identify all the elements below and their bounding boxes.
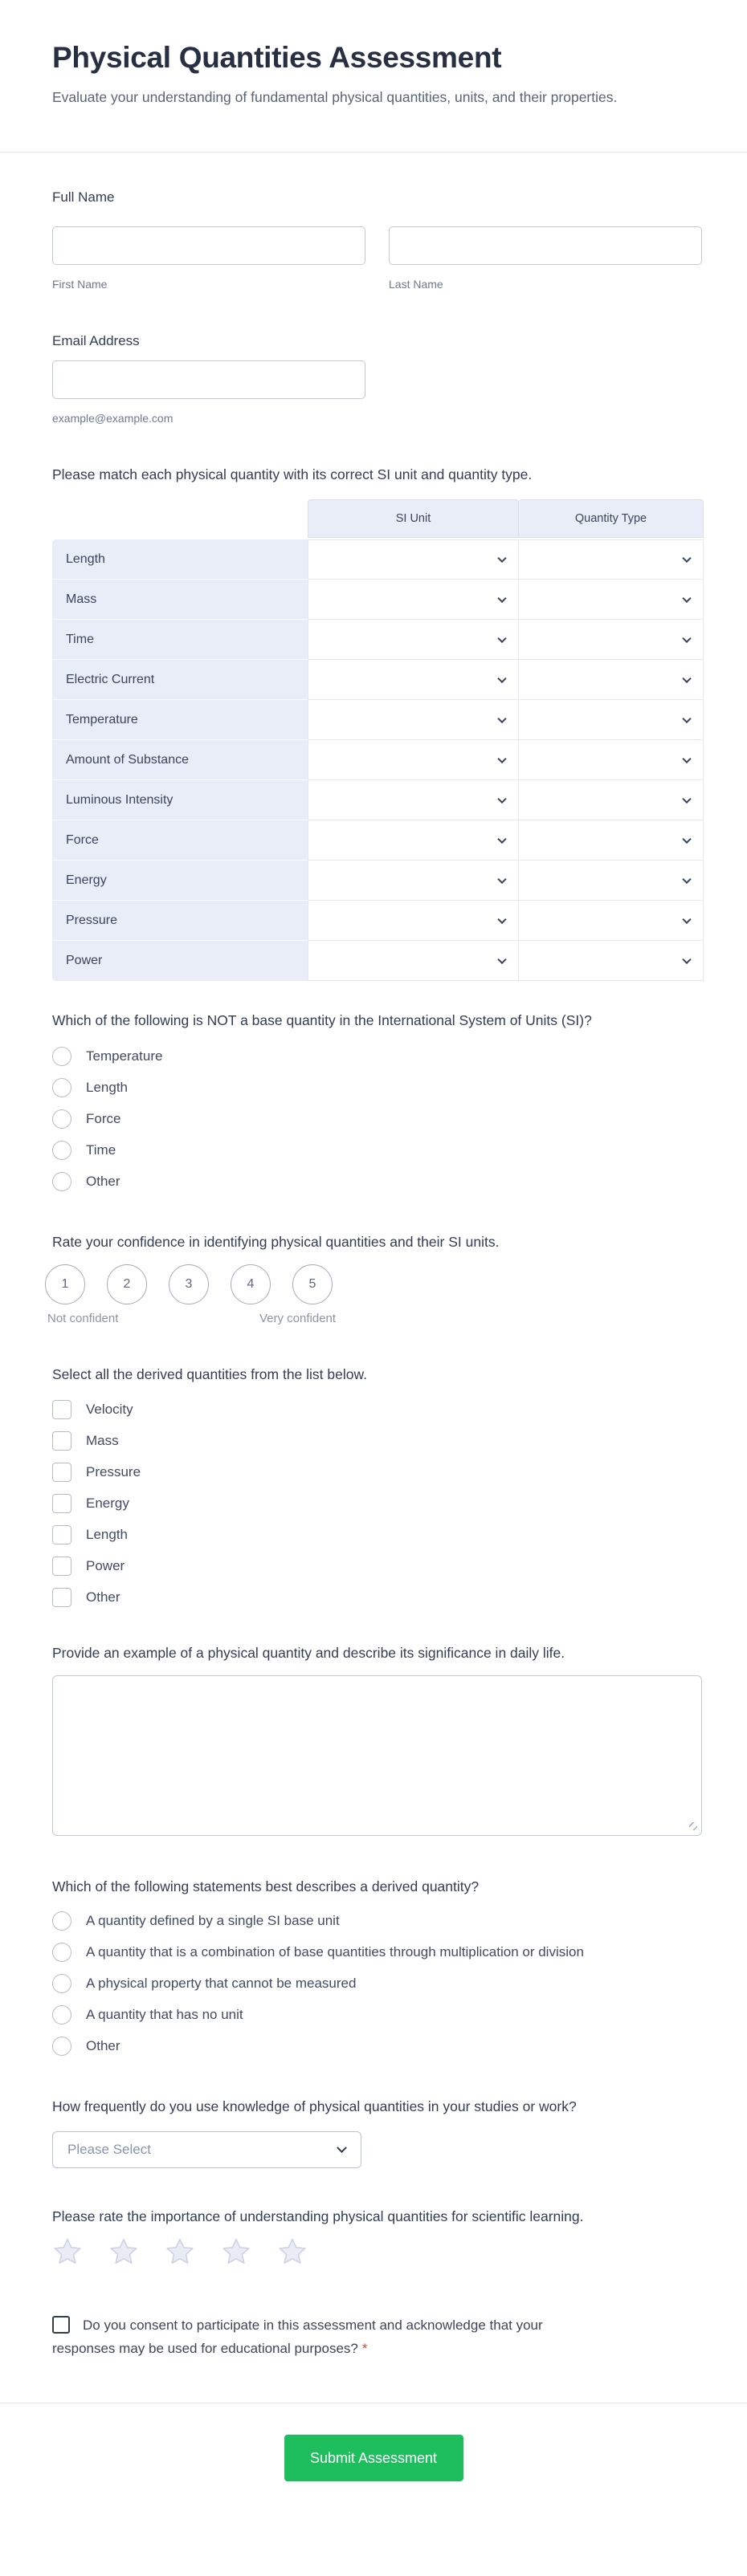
- matrix-select-cell[interactable]: [519, 780, 704, 820]
- radio-option[interactable]: [52, 1109, 702, 1129]
- base-quantity-question-section: [52, 1010, 702, 1191]
- radio-option-label: A physical property that cannot be measured: [86, 1976, 357, 1991]
- matrix-select-cell[interactable]: [519, 740, 704, 780]
- checkbox-option-label: Mass: [86, 1433, 119, 1448]
- matrix-row-label: Length: [52, 539, 308, 580]
- checkbox-option[interactable]: [52, 1431, 702, 1451]
- matrix-column-header: Quantity Type: [519, 499, 704, 538]
- checkbox-option-label: Pressure: [86, 1464, 141, 1479]
- checkbox-icon[interactable]: [52, 1525, 71, 1544]
- chevron-down-icon: [497, 674, 506, 682]
- radio-option-label: Length: [86, 1080, 128, 1095]
- star-icon[interactable]: [52, 2237, 83, 2267]
- star-rating: [52, 2237, 702, 2267]
- radio-icon[interactable]: [52, 1141, 71, 1160]
- chevron-down-icon: [497, 794, 506, 803]
- matrix-select-cell[interactable]: [519, 861, 704, 901]
- matrix-select-cell[interactable]: [308, 620, 519, 660]
- matrix-select-cell[interactable]: [308, 861, 519, 901]
- radio-icon[interactable]: [52, 2037, 71, 2056]
- radio-option-label: A quantity defined by a single SI base unit: [86, 1913, 340, 1928]
- derived-checkboxes-section: [52, 1364, 702, 1607]
- matrix-select-cell[interactable]: [308, 539, 519, 580]
- matrix-corner: [52, 499, 308, 538]
- scale-option-5[interactable]: 5: [292, 1264, 333, 1304]
- scale-max-label: Very confident: [259, 1312, 337, 1325]
- form-body: [47, 188, 702, 2360]
- matrix-row-label: Amount of Substance: [52, 740, 308, 780]
- submit-button[interactable]: Submit Assessment: [284, 2435, 463, 2481]
- page-title: Physical Quantities Assessment: [52, 41, 502, 74]
- email-field-section: [52, 332, 702, 425]
- form-header: [52, 0, 702, 110]
- matrix-row-label: Pressure: [52, 901, 308, 941]
- derived-definition-section: [52, 1876, 702, 2056]
- chevron-down-icon: [497, 834, 506, 843]
- matrix-row-label: Luminous Intensity: [52, 780, 308, 820]
- radio-icon[interactable]: [52, 1911, 71, 1931]
- radio-option-label: Force: [86, 1111, 121, 1126]
- checkbox-option[interactable]: [52, 1494, 702, 1513]
- star-icon[interactable]: [221, 2237, 251, 2267]
- radio-icon[interactable]: [52, 1047, 71, 1066]
- matrix-row-label: Time: [52, 620, 308, 660]
- radio-option[interactable]: [52, 1078, 702, 1097]
- checkbox-icon[interactable]: [52, 1588, 71, 1607]
- chevron-down-icon: [682, 674, 691, 682]
- matrix-row-label: Power: [52, 941, 308, 981]
- chevron-down-icon: [682, 874, 691, 883]
- matrix-select-cell[interactable]: [519, 941, 704, 981]
- email-sublabel: example@example.com: [52, 412, 173, 425]
- matrix-row-label: Electric Current: [52, 660, 308, 700]
- confidence-scale-section: [47, 1231, 702, 1327]
- chevron-down-icon: [682, 834, 691, 843]
- checkbox-icon[interactable]: [52, 1557, 71, 1576]
- matrix-select-cell[interactable]: [519, 620, 704, 660]
- consent-checkbox[interactable]: [52, 2316, 70, 2334]
- checkbox-icon[interactable]: [52, 1431, 71, 1451]
- matrix-select-cell[interactable]: [519, 820, 704, 861]
- chevron-down-icon: [682, 593, 691, 602]
- chevron-down-icon: [682, 633, 691, 642]
- matrix-question: Please match each physical quantity with its correct SI unit and quantity type.: [52, 466, 533, 482]
- example-question: Provide an example of a physical quantity and describe its significance in daily life.: [52, 1645, 565, 1661]
- matrix-select-cell[interactable]: [308, 780, 519, 820]
- matrix-select-cell[interactable]: [519, 580, 704, 620]
- first-name-group: [52, 226, 365, 291]
- checkbox-icon[interactable]: [52, 1494, 71, 1513]
- scale-option-4[interactable]: 4: [231, 1264, 271, 1304]
- radio-option-label: Other: [86, 2038, 120, 2053]
- derived-definition-question: Which of the following statements best describes a derived quantity?: [52, 1878, 480, 1894]
- chevron-down-icon: [337, 2143, 347, 2153]
- resize-handle-icon[interactable]: [689, 1822, 697, 1830]
- radio-icon[interactable]: [52, 1172, 71, 1191]
- submit-row: [0, 2435, 747, 2481]
- checkbox-option[interactable]: [52, 1525, 702, 1544]
- chevron-down-icon: [497, 554, 506, 563]
- matrix-select-cell[interactable]: [308, 901, 519, 941]
- matrix-select-cell[interactable]: [308, 700, 519, 740]
- chevron-down-icon: [497, 754, 506, 763]
- chevron-down-icon: [682, 794, 691, 803]
- matrix-column-header: SI Unit: [308, 499, 519, 538]
- chevron-down-icon: [497, 593, 506, 602]
- checkbox-option-label: Other: [86, 1589, 120, 1605]
- checkbox-option-label: Velocity: [86, 1402, 133, 1417]
- chevron-down-icon: [497, 714, 506, 722]
- last-name-group: [389, 226, 702, 291]
- frequency-question: How frequently do you use knowledge of physical quantities in your studies or work?: [52, 2098, 577, 2114]
- header-divider: [0, 152, 747, 153]
- chevron-down-icon: [682, 954, 691, 963]
- matrix-select-cell[interactable]: [308, 660, 519, 700]
- checkbox-option-label: Energy: [86, 1496, 129, 1511]
- importance-rating-section: [52, 2206, 702, 2267]
- confidence-question: Rate your confidence in identifying physical quantities and their SI units.: [52, 1234, 500, 1250]
- select-placeholder: Please Select: [67, 2142, 151, 2157]
- radio-option-label: Time: [86, 1142, 116, 1158]
- checkbox-icon[interactable]: [52, 1463, 71, 1482]
- radio-option[interactable]: [52, 1047, 702, 1066]
- checkbox-option[interactable]: [52, 1557, 702, 1576]
- last-name-sublabel: Last Name: [389, 278, 443, 291]
- full-name-label: Full Name: [52, 189, 115, 205]
- chevron-down-icon: [682, 714, 691, 722]
- radio-option[interactable]: [52, 1141, 702, 1160]
- matrix-row-label: Mass: [52, 580, 308, 620]
- derived-checkboxes-question: Select all the derived quantities from the list below.: [52, 1366, 368, 1382]
- scale-min-label: Not confident: [47, 1312, 119, 1325]
- matrix-row-label: Force: [52, 820, 308, 861]
- name-inputs-row: [52, 226, 702, 291]
- last-name-input[interactable]: [389, 226, 702, 265]
- form-subtitle: Evaluate your understanding of fundamental physical quantities, units, and their properties.: [52, 89, 618, 105]
- checkbox-option[interactable]: [52, 1400, 702, 1419]
- matrix-question-section: [52, 464, 702, 981]
- full-name-field: [52, 188, 702, 291]
- chevron-down-icon: [497, 633, 506, 642]
- textarea-wrapper: [52, 1675, 702, 1836]
- radio-option[interactable]: [52, 1974, 702, 1993]
- base-quantity-question: Which of the following is NOT a base quantity in the International System of Units (SI)?: [52, 1012, 592, 1028]
- derived-definition-options: [52, 1911, 702, 2056]
- radio-icon[interactable]: [52, 1974, 71, 1993]
- first-name-sublabel: First Name: [52, 278, 108, 291]
- first-name-input[interactable]: [52, 226, 365, 265]
- radio-option-label: A quantity that has no unit: [86, 2007, 243, 2022]
- required-asterisk: *: [361, 2341, 368, 2356]
- example-textarea[interactable]: [52, 1675, 702, 1836]
- matrix-table: [52, 499, 704, 981]
- matrix-row-label: Energy: [52, 861, 308, 901]
- radio-option[interactable]: [52, 1172, 702, 1191]
- radio-icon[interactable]: [52, 1943, 71, 1962]
- radio-icon[interactable]: [52, 1109, 71, 1129]
- email-label: Email Address: [52, 333, 140, 348]
- radio-icon[interactable]: [52, 2005, 71, 2025]
- radio-option[interactable]: [52, 1943, 702, 1962]
- matrix-row-label: Temperature: [52, 700, 308, 740]
- checkbox-option-label: Power: [86, 1558, 125, 1573]
- chevron-down-icon: [682, 554, 691, 563]
- radio-option-label: Temperature: [86, 1048, 163, 1064]
- scale-options: [45, 1264, 702, 1304]
- scale-option-1[interactable]: 1: [45, 1264, 85, 1304]
- star-icon[interactable]: [277, 2237, 308, 2267]
- checkbox-option[interactable]: [52, 1588, 702, 1607]
- consent-section: [52, 2314, 606, 2360]
- frequency-select[interactable]: [52, 2131, 361, 2168]
- matrix-select-cell[interactable]: [308, 580, 519, 620]
- chevron-down-icon: [682, 754, 691, 763]
- derived-checkbox-options: [52, 1400, 702, 1607]
- matrix-select-cell[interactable]: [308, 820, 519, 861]
- chevron-down-icon: [497, 874, 506, 883]
- matrix-select-cell[interactable]: [519, 700, 704, 740]
- consent-label: Do you consent to participate in this assessment and acknowledge that your responses may be used for educational purposes?: [52, 2318, 543, 2356]
- scale-end-labels: [45, 1312, 702, 1327]
- email-input[interactable]: [52, 360, 365, 399]
- checkbox-option[interactable]: [52, 1463, 702, 1482]
- scale-option-3[interactable]: 3: [169, 1264, 209, 1304]
- matrix-select-cell[interactable]: [308, 740, 519, 780]
- radio-option[interactable]: [52, 2037, 702, 2056]
- frequency-dropdown-section: [52, 2096, 702, 2168]
- star-icon[interactable]: [108, 2237, 139, 2267]
- importance-question: Please rate the importance of understanding physical quantities for scientific learning.: [52, 2208, 584, 2224]
- matrix-select-cell[interactable]: [519, 539, 704, 580]
- radio-option[interactable]: [52, 1911, 702, 1931]
- checkbox-icon[interactable]: [52, 1400, 71, 1419]
- matrix-select-cell[interactable]: [519, 901, 704, 941]
- chevron-down-icon: [497, 954, 506, 963]
- radio-option[interactable]: [52, 2005, 702, 2025]
- radio-option-label: A quantity that is a combination of base quantities through multiplication or division: [86, 1944, 584, 1959]
- base-quantity-options: [52, 1047, 702, 1191]
- matrix-select-cell[interactable]: [308, 941, 519, 981]
- radio-icon[interactable]: [52, 1078, 71, 1097]
- matrix-select-cell[interactable]: [519, 660, 704, 700]
- example-textarea-section: [52, 1642, 702, 1836]
- checkbox-option-label: Length: [86, 1527, 128, 1542]
- radio-option-label: Other: [86, 1174, 120, 1189]
- chevron-down-icon: [682, 914, 691, 923]
- star-icon[interactable]: [165, 2237, 195, 2267]
- scale-option-2[interactable]: 2: [107, 1264, 147, 1304]
- chevron-down-icon: [497, 914, 506, 923]
